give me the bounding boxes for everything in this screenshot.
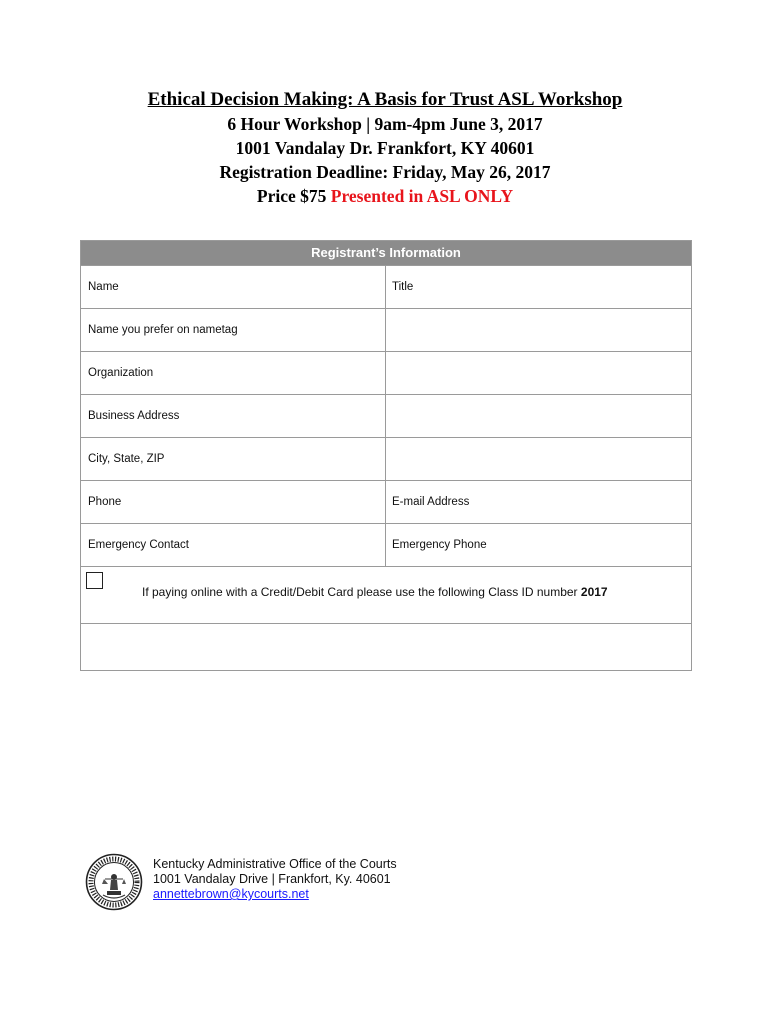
payment-instructions [142,585,608,599]
title-field[interactable] [386,266,691,308]
class-id: 2017 [580,585,608,599]
form-row [81,523,691,566]
workshop-title: Ethical Decision Making: A Basis for Trust ASL Workshop [147,89,623,110]
emergency-phone-field[interactable] [386,524,691,566]
form-row [81,480,691,523]
title-label: Title [392,281,414,293]
emergency-contact-field[interactable] [81,524,386,566]
email-label: E-mail Address [392,496,470,508]
organization-extra-field[interactable] [386,352,691,394]
email-field[interactable] [386,481,691,523]
workshop-address: 1001 Vandalay Dr. Frankfort, KY 40601 [235,138,535,158]
form-heading: Registrant’s Information [81,241,691,265]
form-row [81,437,691,480]
footer-email-link[interactable]: annettebrown@kycourts.net [153,887,309,901]
business-address-label: Business Address [88,410,180,422]
footer-address: 1001 Vandalay Drive | Frankfort, Ky. 40601 [153,872,391,886]
workshop-schedule: 6 Hour Workshop | 9am-4pm June 3, 2017 [227,114,543,134]
emergency-phone-label: Emergency Phone [392,539,487,551]
organization-label: Organization [88,367,154,379]
payment-text: If paying online with a Credit/Debit Card please use the following Class ID number [142,585,578,599]
emergency-contact-label: Emergency Contact [88,539,189,551]
document-header [0,88,770,208]
city-state-zip-label: City, State, ZIP [88,453,165,465]
business-address-field[interactable] [81,395,386,437]
asl-only-text: Presented in ASL ONLY [330,186,514,206]
credit-card-checkbox[interactable] [86,572,103,589]
nametag-label: Name you prefer on nametag [88,324,238,336]
form-row [81,351,691,394]
business-address-extra-field[interactable] [386,395,691,437]
name-field[interactable] [81,266,386,308]
form-row [81,265,691,308]
city-state-zip-extra-field[interactable] [386,438,691,480]
registrant-form [80,240,692,671]
organization-field[interactable] [81,352,386,394]
form-row [81,308,691,351]
footer [85,853,485,913]
phone-label: Phone [88,496,122,508]
blank-notes-field[interactable] [81,623,691,670]
form-row [81,394,691,437]
registration-deadline: Registration Deadline: Friday, May 26, 2017 [219,162,551,182]
price-line [0,184,770,208]
footer-org: Kentucky Administrative Office of the Courts [153,857,397,871]
payment-row [81,566,691,623]
price-text: Price $75 [256,186,327,206]
city-state-zip-field[interactable] [81,438,386,480]
phone-field[interactable] [81,481,386,523]
name-label: Name [88,281,119,293]
nametag-field[interactable] [81,309,386,351]
court-seal-icon [85,853,143,911]
nametag-extra-field[interactable] [386,309,691,351]
footer-text [153,857,397,902]
